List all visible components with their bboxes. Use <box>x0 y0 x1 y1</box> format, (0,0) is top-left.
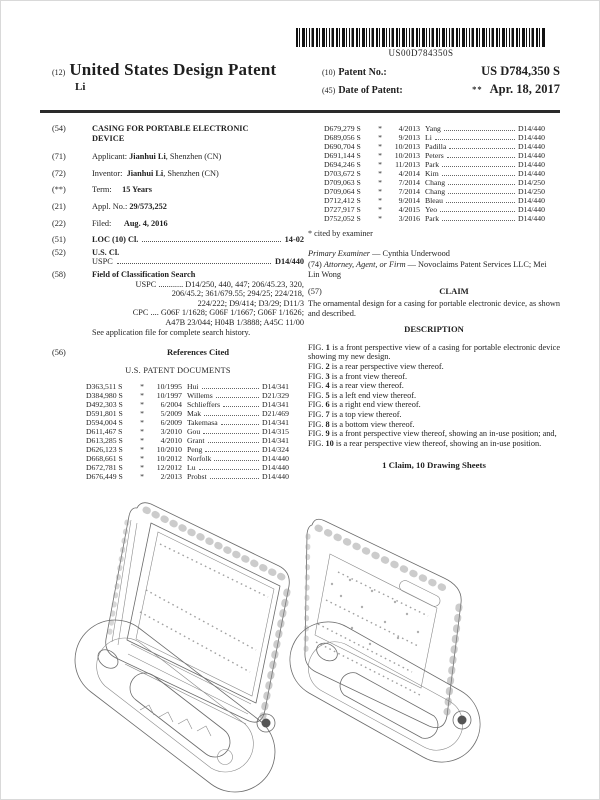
filed-label: Filed: <box>92 218 112 228</box>
barcode <box>296 28 546 47</box>
dotted-leader <box>202 388 259 389</box>
fig-number: 8 <box>325 419 330 429</box>
appl-no-label: Appl. No.: <box>92 201 128 211</box>
figure-description-line <box>308 439 560 449</box>
dotted-leader <box>435 139 515 140</box>
dotted-leader <box>447 157 515 158</box>
references-table-right <box>308 124 560 223</box>
field-56-references <box>52 348 304 358</box>
ref-number: D594,004 S <box>86 418 123 428</box>
fig-number: 6 <box>325 400 330 410</box>
dotted-leader <box>142 241 280 242</box>
ref-class: D14/440 <box>518 205 545 214</box>
field-21-num: (21) <box>52 201 66 211</box>
dotted-leader <box>216 397 259 398</box>
ref-number: D691,144 S <box>324 151 361 160</box>
ref-class: D14/440 <box>518 142 545 151</box>
ref-number: D626,123 S <box>86 445 123 455</box>
ref-star: * <box>378 151 382 160</box>
ref-star: * <box>140 427 144 437</box>
ref-number: D709,064 S <box>324 187 361 196</box>
ref-number: D712,412 S <box>324 196 361 205</box>
fig-text: is a bottom view thereof. <box>331 419 415 429</box>
barcode-text: US00D784350S <box>388 48 454 58</box>
right-column <box>308 124 560 471</box>
fig-prefix: FIG. <box>308 381 324 391</box>
inventor-name: Jianhui Li <box>126 168 164 178</box>
field-term <box>52 185 304 195</box>
ref-star: * <box>140 445 144 455</box>
ref-star: * <box>378 178 382 187</box>
attorney-line <box>308 260 560 279</box>
fig-number: 10 <box>325 438 334 448</box>
inventor-label: Inventor: <box>92 168 123 178</box>
ref-date: 5/2009 <box>160 409 182 419</box>
field-71-applicant <box>52 152 304 162</box>
ref-name: Padilla <box>425 142 447 151</box>
reference-row <box>324 187 560 196</box>
uspc-value: D14/440 <box>274 257 304 267</box>
title-row <box>52 60 276 80</box>
drawing-canvas <box>0 492 600 800</box>
ref-date: 10/2013 <box>394 142 420 151</box>
reference-row <box>324 169 560 178</box>
ref-date: 10/1995 <box>156 382 182 392</box>
ref-name: Peters <box>425 151 444 160</box>
figure-description-line <box>308 400 560 410</box>
header-left <box>52 60 276 100</box>
fig-text: is a rear perspective view thereof, showing an in-use position. <box>335 438 542 448</box>
ref-number: D752,052 S <box>324 214 361 223</box>
reference-row <box>324 214 560 223</box>
ref-number: D727,917 S <box>324 205 361 214</box>
ref-name: Park <box>425 160 440 169</box>
field-72-num: (72) <box>52 168 66 178</box>
ref-name: Peng <box>187 445 203 455</box>
dotted-leader <box>442 166 515 167</box>
cpc-search-lines <box>92 308 304 327</box>
ref-number: D492,303 S <box>86 400 123 410</box>
fig-number: 4 <box>325 381 330 391</box>
attorney-label: Attorney, Agent, or Firm <box>323 260 406 270</box>
ref-number: D689,056 S <box>324 133 361 142</box>
ref-date: 9/2014 <box>398 196 420 205</box>
ref-star: * <box>378 169 382 178</box>
fig-prefix: FIG. <box>308 361 324 371</box>
date-row <box>322 82 560 97</box>
ref-class: D14/250 <box>518 187 545 196</box>
ref-name: Li <box>425 133 432 142</box>
reference-row <box>86 472 304 481</box>
ref-class: D14/440 <box>518 151 545 160</box>
ref-name: Park <box>425 214 440 223</box>
ref-star: * <box>140 436 144 446</box>
ref-class: D14/440 <box>518 169 545 178</box>
ref-number: D679,279 S <box>324 124 361 133</box>
ref-name: Chang <box>425 187 446 196</box>
filed-value: Aug. 4, 2016 <box>123 218 168 228</box>
dotted-leader <box>449 148 515 149</box>
reference-row <box>324 178 560 187</box>
ref-name: Grant <box>187 436 205 446</box>
field-52-us-cl <box>52 248 304 267</box>
reference-row <box>86 463 304 472</box>
ref-date: 11/2013 <box>395 160 420 169</box>
claim-text: The ornamental design for a casing for portable electronic device, as shown and described. <box>308 298 560 318</box>
fig-prefix: FIG. <box>308 409 324 419</box>
ref-class: D14/250 <box>518 178 545 187</box>
ref-name: Probst <box>187 472 207 482</box>
fig-prefix: FIG. <box>308 371 324 381</box>
ref-class: D14/341 <box>262 382 289 392</box>
ref-name: Norfolk <box>187 454 212 464</box>
applicant-name: Jianhui Li <box>129 152 166 162</box>
dotted-leader <box>205 451 259 452</box>
fig-text: is a rear view thereof. <box>331 381 404 391</box>
field-51-loc <box>52 235 304 245</box>
references-cited-heading: References Cited <box>166 347 230 358</box>
field-58-num: (58) <box>52 269 66 279</box>
page-title: United States Design Patent <box>69 60 277 79</box>
applicant-location: , Shenzhen (CN) <box>165 152 222 162</box>
description-heading: DESCRIPTION <box>404 324 464 335</box>
ref-star: * <box>378 160 382 169</box>
ref-name: Mak <box>187 409 202 419</box>
dotted-leader <box>444 130 515 131</box>
field-54-title <box>52 124 304 143</box>
fig-text: is a front perspective view of a casing for portable electronic device showing my new design. <box>308 342 561 362</box>
left-column <box>52 124 304 481</box>
fig-prefix: FIG. <box>308 429 324 439</box>
drawing-sheet <box>0 492 600 800</box>
inventor-location: , Shenzhen (CN) <box>163 168 219 178</box>
ref-number: D384,980 S <box>86 391 123 401</box>
ref-name: Takemasa <box>187 418 218 428</box>
ref-date: 2/2013 <box>160 472 182 482</box>
dotted-leader <box>199 469 259 470</box>
ref-number: D591,801 S <box>86 409 123 419</box>
dotted-leader <box>203 433 259 434</box>
ref-date: 6/2009 <box>160 418 182 428</box>
dotted-leader <box>208 442 259 443</box>
ref-class: D14/341 <box>262 418 289 428</box>
ref-number: D668,661 S <box>86 454 123 464</box>
ref-name: Gou <box>187 427 201 437</box>
ref-date: 10/2012 <box>156 454 182 464</box>
ref-number: D676,449 S <box>86 472 123 482</box>
ref-star: * <box>378 124 382 133</box>
ref-date: 4/2015 <box>398 205 420 214</box>
reference-row <box>324 160 560 169</box>
ref-star: * <box>140 391 144 401</box>
loc-label: LOC (10) Cl. <box>92 235 139 245</box>
fig-number: 5 <box>325 390 330 400</box>
ref-number: D694,246 S <box>324 160 361 169</box>
fig-text: is a front view thereof. <box>331 371 408 381</box>
reference-row <box>86 418 304 427</box>
ref-star: * <box>378 214 382 223</box>
ref-number: D690,704 S <box>324 142 361 151</box>
field-58-classification-search <box>52 270 304 337</box>
dotted-leader <box>117 263 271 264</box>
field-71-num: (71) <box>52 152 66 162</box>
field-57-num: (57) <box>308 287 322 297</box>
fig-text: is a top view thereof. <box>331 409 402 419</box>
ref-name: Hui <box>187 382 199 392</box>
primary-examiner-name: Cynthia Underwood <box>382 248 450 258</box>
field-74-num: (74) <box>308 260 322 270</box>
date-value <box>403 82 560 97</box>
field-of-search-label: Field of Classification Search <box>92 269 196 279</box>
ref-star: * <box>378 205 382 214</box>
uspc-search-line: 206/45.2; 361/679.55; 294/25; 224/218, <box>171 289 304 299</box>
field-22-filed <box>52 219 304 229</box>
fig-text: is a rear perspective view thereof. <box>331 361 444 371</box>
ref-class: D14/440 <box>262 472 289 482</box>
ref-date: 10/2010 <box>156 445 182 455</box>
appl-no-value: 29/573,252 <box>129 201 167 211</box>
dotted-leader <box>214 460 259 461</box>
us-cl-label: U.S. Cl. <box>92 247 120 257</box>
dotted-leader <box>448 193 515 194</box>
field-51-num: (51) <box>52 235 66 245</box>
ref-number: D611,467 S <box>86 427 123 437</box>
ref-number: D363,511 S <box>86 382 123 392</box>
ref-star: * <box>140 418 144 428</box>
reference-row <box>86 400 304 409</box>
claims-sheets-summary: 1 Claim, 10 Drawing Sheets <box>382 460 486 471</box>
us-patent-documents-heading: U.S. PATENT DOCUMENTS <box>125 365 231 375</box>
fig-text: is a left end view thereof. <box>331 390 417 400</box>
header-right <box>322 60 560 100</box>
figure-description-line <box>308 381 560 391</box>
ref-class: D14/341 <box>262 400 289 410</box>
examiner-block <box>308 249 560 280</box>
term-label: Term: <box>92 185 112 195</box>
field-term-num: (**) <box>52 185 66 195</box>
dotted-leader <box>221 424 259 425</box>
fig-text: is a right end view thereof. <box>331 400 421 410</box>
ref-date: 6/2004 <box>160 400 182 410</box>
dotted-leader <box>204 415 259 416</box>
ref-star: * <box>140 409 144 419</box>
date-code: (45) <box>322 86 336 95</box>
figure-description-line <box>308 372 560 382</box>
kind-code: (12) <box>52 68 66 77</box>
patent-number-label: Patent No.: <box>338 67 387 78</box>
ref-name: Lu <box>187 463 196 473</box>
uspc-search-line: USPC ............ D14/250, 440, 447; 206/45.23, 320, <box>135 279 304 289</box>
figure-descriptions <box>308 343 560 449</box>
ref-class: D14/440 <box>518 124 545 133</box>
fig-number: 3 <box>325 371 330 381</box>
ref-date: 7/2014 <box>398 187 420 196</box>
ref-date: 3/2010 <box>160 427 182 437</box>
ref-star: * <box>378 196 382 205</box>
ref-class: D14/440 <box>518 196 545 205</box>
ref-star: * <box>140 472 144 482</box>
patent-figure-front <box>75 503 289 792</box>
figure-description-line <box>308 420 560 430</box>
ref-class: D14/440 <box>262 454 289 464</box>
dotted-leader <box>223 406 259 407</box>
ref-name: Chang <box>425 178 446 187</box>
ref-star: * <box>378 142 382 151</box>
fig-prefix: FIG. <box>308 400 324 410</box>
reference-row <box>324 196 560 205</box>
cited-by-examiner-note: * cited by examiner <box>308 229 373 238</box>
dotted-leader <box>210 478 259 479</box>
ref-number: D703,672 S <box>324 169 361 178</box>
fig-prefix: FIG. <box>308 342 324 352</box>
ref-star: * <box>378 133 382 142</box>
ref-star: * <box>140 463 144 473</box>
loc-value: 14-02 <box>284 235 304 245</box>
ref-star: * <box>378 187 382 196</box>
date-label: Date of Patent: <box>338 85 403 96</box>
ref-date: 4/2010 <box>160 436 182 446</box>
dotted-leader <box>440 211 515 212</box>
reference-row <box>324 151 560 160</box>
ref-date: 10/2013 <box>394 151 420 160</box>
field-21-appl-no <box>52 202 304 212</box>
continued-term-stars: ** <box>472 84 483 94</box>
header-rule <box>40 110 560 113</box>
figure-description-line <box>308 410 560 420</box>
ref-date: 3/2016 <box>398 214 420 223</box>
patent-number-value: US D784,350 S <box>481 64 560 78</box>
ref-date: 12/2012 <box>156 463 182 473</box>
ref-number: D613,285 S <box>86 436 123 446</box>
uspc-search-line: 224/222; D9/414; D3/29; D11/3 <box>197 298 304 308</box>
ref-name: Willems <box>187 391 213 401</box>
uspc-label: USPC <box>92 257 113 267</box>
references-table-left <box>52 382 304 481</box>
ref-class: D14/341 <box>262 436 289 446</box>
ref-date: 7/2014 <box>398 178 420 187</box>
ref-star: * <box>140 382 144 392</box>
claim-heading: CLAIM <box>439 286 469 297</box>
ref-name: Kim <box>425 169 439 178</box>
field-54-num: (54) <box>52 124 66 133</box>
reference-row <box>86 409 304 418</box>
reference-row <box>86 382 304 391</box>
dotted-leader <box>448 184 515 185</box>
reference-row <box>86 454 304 463</box>
attorney-name: Novoclaims Patent Services LLC; Mei Lin Wong <box>308 260 547 279</box>
field-22-num: (22) <box>52 218 66 228</box>
fig-prefix: FIG. <box>308 419 324 429</box>
fig-prefix: FIG. <box>308 438 324 448</box>
patent-header <box>52 60 560 100</box>
ref-name: Yeo <box>425 205 438 214</box>
fig-text: is a front perspective view thereof, showing an in-use position; and, <box>331 429 557 439</box>
ref-date: 9/2013 <box>398 133 420 142</box>
date-text: Apr. 18, 2017 <box>489 82 560 96</box>
ref-class: D14/315 <box>262 427 289 437</box>
ref-class: D14/440 <box>518 160 545 169</box>
applicant-label: Applicant: <box>92 152 128 162</box>
reference-row <box>86 427 304 436</box>
ref-number: D672,781 S <box>86 463 123 473</box>
ref-star: * <box>140 454 144 464</box>
ref-class: D21/469 <box>262 409 289 419</box>
ref-star: * <box>140 400 144 410</box>
patent-number-row <box>322 64 560 79</box>
uspc-search-lines <box>92 280 304 309</box>
term-value: 15 Years <box>122 185 152 195</box>
reference-row <box>86 445 304 454</box>
dash-separator: — <box>407 260 416 270</box>
dotted-leader <box>442 220 515 221</box>
inventor-surname: Li <box>75 81 86 93</box>
ref-name: Bleau <box>425 196 443 205</box>
reference-row <box>86 436 304 445</box>
search-history-note: See application file for complete search history. <box>92 327 251 337</box>
ref-class: D14/440 <box>262 463 289 473</box>
ref-date: 4/2014 <box>398 169 420 178</box>
ref-class: D14/440 <box>518 133 545 142</box>
dash-separator: — <box>372 248 381 258</box>
ref-date: 10/1997 <box>156 391 182 401</box>
figure-description-line <box>308 343 560 362</box>
ref-class: D21/329 <box>262 391 289 401</box>
figure-description-line <box>308 429 560 439</box>
reference-row <box>324 142 560 151</box>
cpc-search-line: CPC .... G06F 1/1628; G06F 1/1667; G06F 1/1626; <box>132 308 304 318</box>
primary-examiner-label: Primary Examiner <box>308 248 370 258</box>
fig-number: 7 <box>325 409 330 419</box>
claim-heading-row <box>308 287 560 297</box>
fig-prefix: FIG. <box>308 390 324 400</box>
dotted-leader <box>442 175 515 176</box>
ref-class: D14/440 <box>518 214 545 223</box>
ref-name: Schlieffers <box>187 400 221 410</box>
figure-description-line <box>308 362 560 372</box>
reference-row <box>324 133 560 142</box>
ref-name: Yang <box>425 124 441 133</box>
field-72-inventor <box>52 169 304 179</box>
field-56-num: (56) <box>52 348 66 358</box>
ref-date: 4/2013 <box>398 124 420 133</box>
patent-number-code: (10) <box>322 68 336 77</box>
reference-row <box>86 391 304 400</box>
figure-description-line <box>308 391 560 401</box>
ref-class: D14/324 <box>262 445 289 455</box>
cpc-search-line: A47B 23/044; H04B 1/3888; A45C 11/00 <box>165 317 304 327</box>
reference-row <box>324 124 560 133</box>
invention-title: CASING FOR PORTABLE ELECTRONIC DEVICE <box>92 124 249 143</box>
dotted-leader <box>446 202 515 203</box>
field-52-num: (52) <box>52 247 66 257</box>
fig-number: 2 <box>325 361 330 371</box>
primary-examiner-line <box>308 249 560 259</box>
ref-number: D709,063 S <box>324 178 361 187</box>
patent-figure-rear <box>290 519 480 762</box>
reference-row <box>324 205 560 214</box>
fig-number: 9 <box>325 429 330 439</box>
fig-number: 1 <box>325 342 330 352</box>
